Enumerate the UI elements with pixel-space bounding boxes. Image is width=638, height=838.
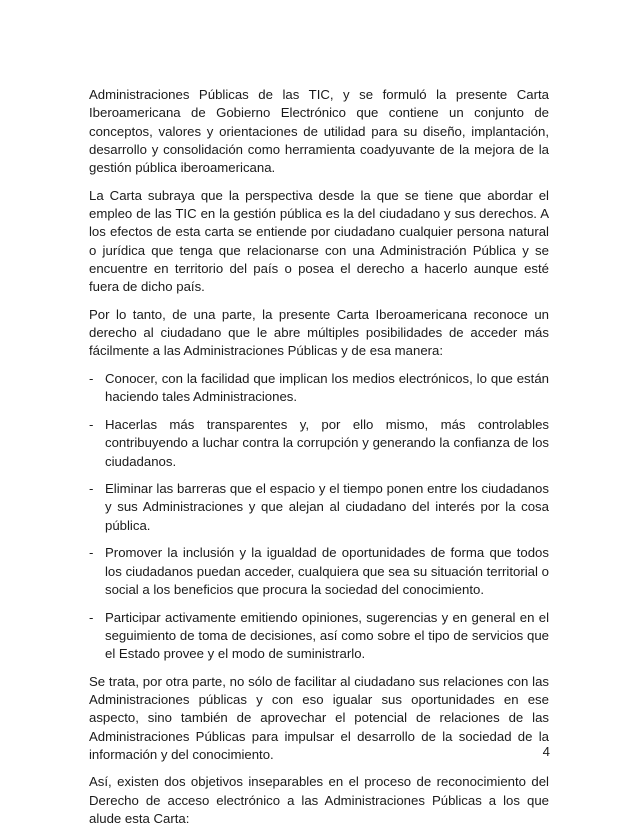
- bullet-dash: -: [89, 371, 94, 387]
- bullet-dash: -: [89, 609, 94, 625]
- paragraph-perspectiva-ciudadano: La Carta subraya que la perspectiva desde la que se tiene que abordar el empleo de las TIC en la gestión pública es la del ciudadano y sus derechos. A los efectos de esta carta se entiende por ciudadano cualquier persona natural o jurídica que tenga que relacionarse con una Administración Pública y se encuentre en territorio del país o posea el derecho a hacerlo aunque esté fuera de dicho país.: [89, 187, 549, 295]
- bullet-dash: -: [89, 545, 94, 561]
- list-item: [89, 416, 549, 471]
- list-item-text: Conocer, con la facilidad que implican los medios electrónicos, lo que están haciendo tales Administraciones.: [105, 371, 549, 405]
- paragraph-derecho-ciudadano: Por lo tanto, de una parte, la presente Carta Iberoamericana reconoce un derecho al ciudadano que le abre múltiples posibilidades de acceder más fácilmente a las Administraciones Públicas y de esa manera:: [89, 306, 549, 359]
- bullet-dash: -: [89, 416, 94, 432]
- page-number: 4: [542, 744, 550, 759]
- list-item-text: Promover la inclusión y la igualdad de oportunidades de forma que todos los ciudadanos puedan acceder, cualquiera que sea su situación territorial o social a los beneficios que procura la sociedad del conocimiento.: [105, 545, 549, 597]
- list-item-text: Hacerlas más transparentes y, por ello mismo, más controlables contribuyendo a luchar contra la corrupción y generando la confianza de los ciudadanos.: [105, 416, 549, 469]
- list-item-text: Participar activamente emitiendo opiniones, sugerencias y en general en el seguimiento de toma de decisiones, así como sobre el tipo de servicios que el Estado provee y el modo de suministrarlo.: [105, 609, 549, 662]
- paragraph-aprovechar-potencial: Se trata, por otra parte, no sólo de facilitar al ciudadano sus relaciones con las Administraciones públicas y con eso igualar sus oportunidades en ese aspecto, sino también de aprovechar el potencial de relaciones de las Administraciones Públicas para impulsar el desarrollo de la sociedad de la información y del conocimiento.: [89, 673, 549, 762]
- list-item: [89, 480, 549, 535]
- document-body: [89, 86, 549, 838]
- list-item: [89, 370, 549, 407]
- bullet-list: [89, 370, 549, 663]
- paragraph-carta-intro: Administraciones Públicas de las TIC, y se formuló la presente Carta Iberoamericana de Gobierno Electrónico que contiene un conjunto de conceptos, valores y orientaciones de utilidad para su diseño, implantación, desarrollo y consolidación como herramienta coadyuvante de la mejora de la gestión pública iberoamericana.: [89, 87, 549, 176]
- bullet-dash: -: [89, 481, 94, 497]
- paragraph-objetivos: Así, existen dos objetivos inseparables en el proceso de reconocimiento del Derecho de acceso electrónico a las Administraciones Públicas a los que alude esta Carta:: [89, 774, 549, 827]
- list-item: [89, 609, 549, 664]
- list-item: [89, 544, 549, 599]
- list-item-text: Eliminar las barreras que el espacio y el tiempo ponen entre los ciudadanos y sus Administraciones y que alejan al ciudadano del interés por la cosa pública.: [105, 481, 549, 533]
